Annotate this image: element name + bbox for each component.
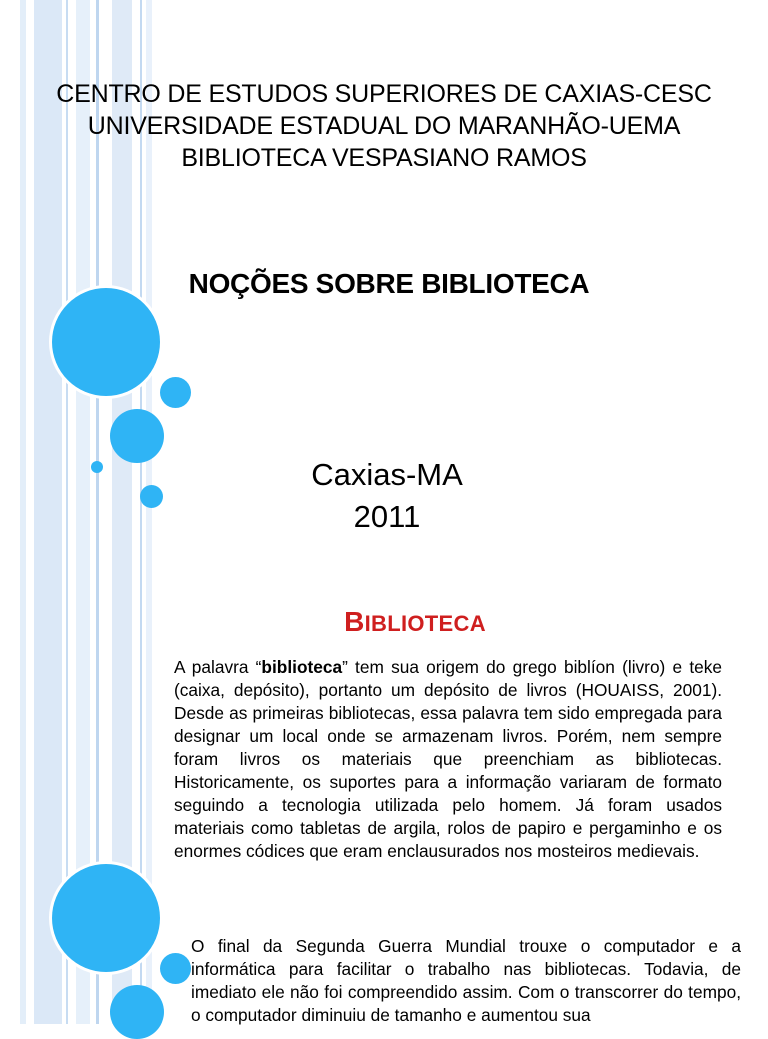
decorative-circle	[160, 953, 191, 984]
keyword-bold: biblioteca	[261, 657, 343, 677]
place-text: Caxias-MA	[311, 457, 463, 492]
institution-header	[0, 78, 768, 174]
decorative-circle	[52, 288, 160, 396]
decorative-circle	[160, 377, 191, 408]
section-heading	[0, 606, 768, 638]
decorative-circle	[52, 864, 160, 972]
year-text: 2011	[353, 499, 421, 534]
keyword-biblioteca: “biblioteca”	[255, 657, 348, 677]
institution-line: UNIVERSIDADE ESTADUAL DO MARANHÃO-UEMA	[87, 112, 681, 140]
paragraph-computer: O final da Segunda Guerra Mundial trouxe o computador e a informática para facilitar o trabalho nas bibliotecas. Todavia, de imediato ele não foi compreendido assim. Com o transcorrer do tempo, o computador diminuiu de tamanho e aumentou sua	[191, 936, 741, 1025]
institution-line: CENTRO DE ESTUDOS SUPERIORES DE CAXIAS-CESC	[56, 80, 712, 108]
decorative-circle	[110, 985, 164, 1039]
section-heading-rest: IBLIOTECA	[364, 611, 486, 636]
institution-line: BIBLIOTECA VESPASIANO RAMOS	[181, 144, 587, 172]
paragraph-prefix: A palavra	[174, 657, 256, 677]
paragraph-origin	[174, 656, 722, 863]
place-and-year	[0, 454, 768, 538]
slide-title: NOÇÕES SOBRE BIBLIOTECA	[188, 268, 590, 299]
paragraph-body: tem sua origem do grego biblíon (livro) e teke (caixa, depósito), portanto um depósito de livros (HOUAISS, 2001). Desde as primeiras bibliotecas, essa palavra tem sido empregada para designar um local onde se armazenam livros. Porém, nem sempre foram livros os materiais que preenchiam as bibliotecas. Historicamente, os suportes para a informação variaram de formato seguindo a tecnologia utilizada pelo homem. Já foram usados materiais como tabletas de argila, rolos de papiro e pergaminho e os enormes códices que eram enclausurados nos mosteiros medievais.	[174, 657, 722, 861]
section-heading-initial: B	[344, 606, 365, 637]
